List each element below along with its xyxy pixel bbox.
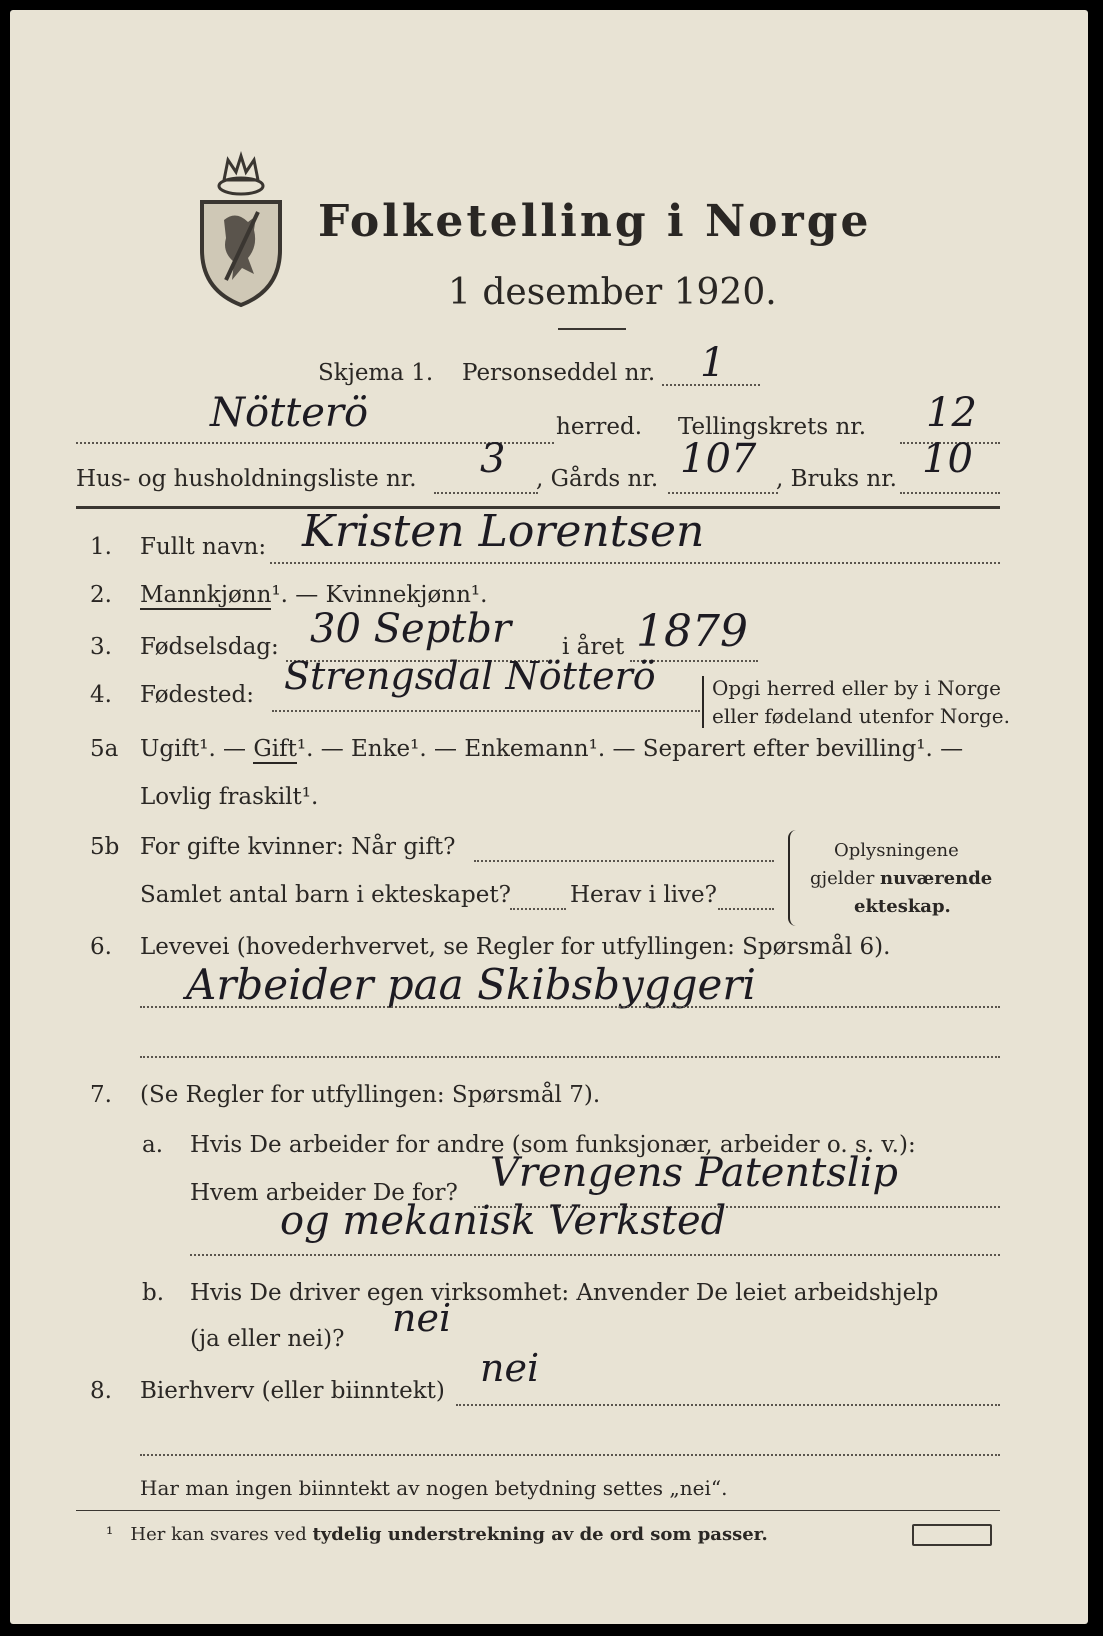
q3-number: 3. (90, 634, 112, 660)
q5b-number: 5b (90, 834, 120, 860)
q8-line-2 (140, 1454, 1000, 1456)
q8-value[interactable]: nei (480, 1346, 540, 1390)
q7a-label: Hvis De arbeider for andre (som funksjonær, arbeider o. s. v.): (190, 1132, 916, 1158)
hus-value[interactable]: 3 (480, 436, 506, 482)
schema-label: Skjema 1. (318, 360, 434, 386)
q1-value[interactable]: Kristen Lorentsen (302, 506, 705, 557)
q7b-value[interactable]: nei (392, 1296, 452, 1340)
q7-label: (Se Regler for utfyllingen: Spørsmål 7). (140, 1082, 601, 1108)
bruks-line (900, 492, 1000, 494)
herred-label: herred. (556, 414, 643, 440)
census-form-page (10, 10, 1088, 1624)
q4-note-2: eller fødeland utenfor Norge. (712, 704, 1010, 728)
q7a-line-2 (190, 1254, 1000, 1256)
q1-label: Fullt navn: (140, 534, 267, 560)
q4-line (272, 710, 700, 712)
q6-label: Levevei (hovederhvervet, se Regler for utfyllingen: Spørsmål 6). (140, 934, 891, 960)
hus-line (434, 492, 538, 494)
q6-line-2 (140, 1056, 1000, 1058)
q5b-note-2: gjelder nuværende (810, 868, 993, 889)
personseddel-label: Personseddel nr. (462, 360, 656, 386)
q5b-alive-line (718, 908, 774, 910)
q6-number: 6. (90, 934, 112, 960)
q7b-label: Hvis De driver egen virksomhet: Anvender De leiet arbeidshjelp (190, 1280, 939, 1306)
q3-year-label: i året (562, 634, 625, 660)
q7a-label2: Hvem arbeider De for? (190, 1180, 458, 1206)
printer-stamp-icon (912, 1524, 992, 1546)
personseddel-value[interactable]: 1 (700, 340, 726, 386)
q5b-married-line (474, 860, 774, 862)
footnote-mark: ¹ (106, 1524, 114, 1545)
q7-number: 7. (90, 1082, 112, 1108)
q5b-children-line (510, 908, 566, 910)
q1-number: 1. (90, 534, 112, 560)
q7a-letter: a. (142, 1132, 164, 1158)
q5b-label2: Samlet antal barn i ekteskapet? (140, 882, 511, 908)
q7a-value-1[interactable]: Vrengens Patentslip (490, 1150, 898, 1196)
q8-line-1 (456, 1404, 1000, 1406)
q2-number: 2. (90, 582, 112, 608)
q2-male-option[interactable]: Mannkjønn (140, 582, 272, 608)
q3-value[interactable]: 30 Septbr (310, 606, 512, 652)
q6-line-1 (140, 1006, 1000, 1008)
q5a-number: 5a (90, 736, 119, 762)
tellingskrets-label: Tellingskrets nr. (678, 414, 867, 440)
q3-label: Fødselsdag: (140, 634, 279, 660)
gards-label: , Gårds nr. (536, 466, 659, 492)
q7b-label2: (ja eller nei)? (190, 1326, 345, 1352)
q5b-label3: Herav i live? (570, 882, 717, 908)
q4-bracket (702, 676, 706, 728)
q1-line (270, 562, 1000, 564)
bruks-label: , Bruks nr. (776, 466, 897, 492)
form-title: Folketelling i Norge (318, 196, 872, 247)
q4-number: 4. (90, 682, 112, 708)
header-divider (558, 328, 626, 330)
q5b-label: For gifte kvinner: Når gift? (140, 834, 456, 860)
form-date: 1 desember 1920. (448, 272, 777, 313)
q4-note-1: Opgi herred eller by i Norge (712, 676, 1001, 700)
q5a-other-options[interactable]: ¹. — Enke¹. — Enkemann¹. — Separert efter bevilling¹. — (296, 736, 964, 762)
q5a-line2[interactable]: Lovlig fraskilt¹. (140, 784, 319, 810)
q5a-ugift-option[interactable]: Ugift¹. — (140, 736, 254, 762)
q5b-bracket (788, 830, 798, 926)
q7a-value-2[interactable]: og mekanisk Verksted (280, 1198, 727, 1244)
q5b-note-1: Oplysningene (834, 840, 959, 861)
q7b-letter: b. (142, 1280, 165, 1306)
tellingskrets-value[interactable]: 12 (926, 390, 977, 436)
gards-line (668, 492, 778, 494)
q2-separator: ¹. — (271, 582, 326, 608)
footer-divider (76, 1510, 1000, 1511)
herred-value[interactable]: Nötterö (210, 390, 369, 436)
q5a-gift-option[interactable]: Gift (253, 736, 297, 762)
q3-year-value[interactable]: 1879 (636, 606, 748, 657)
q4-value[interactable]: Strengsdal Nötterö (284, 654, 656, 698)
hus-label: Hus- og husholdningsliste nr. (76, 466, 417, 492)
norway-coat-of-arms-icon (196, 150, 286, 310)
q5b-note-3: ekteskap. (854, 896, 951, 917)
q4-label: Fødested: (140, 682, 255, 708)
gards-value[interactable]: 107 (680, 436, 757, 482)
footnote: ¹ Her kan svares ved tydelig understrekning av de ord som passer. (106, 1524, 768, 1545)
q8-label: Bierhverv (eller biinntekt) (140, 1378, 445, 1404)
q5a-options (140, 736, 963, 762)
footer-note: Har man ingen biinntekt av nogen betydning settes „nei“. (140, 1476, 728, 1500)
q8-number: 8. (90, 1378, 112, 1404)
bruks-value[interactable]: 10 (922, 436, 973, 482)
q2-options (140, 582, 487, 608)
q6-value[interactable]: Arbeider paa Skibsbyggeri (186, 960, 756, 1009)
q2-female-option[interactable]: Kvinnekjønn¹. (325, 582, 488, 608)
